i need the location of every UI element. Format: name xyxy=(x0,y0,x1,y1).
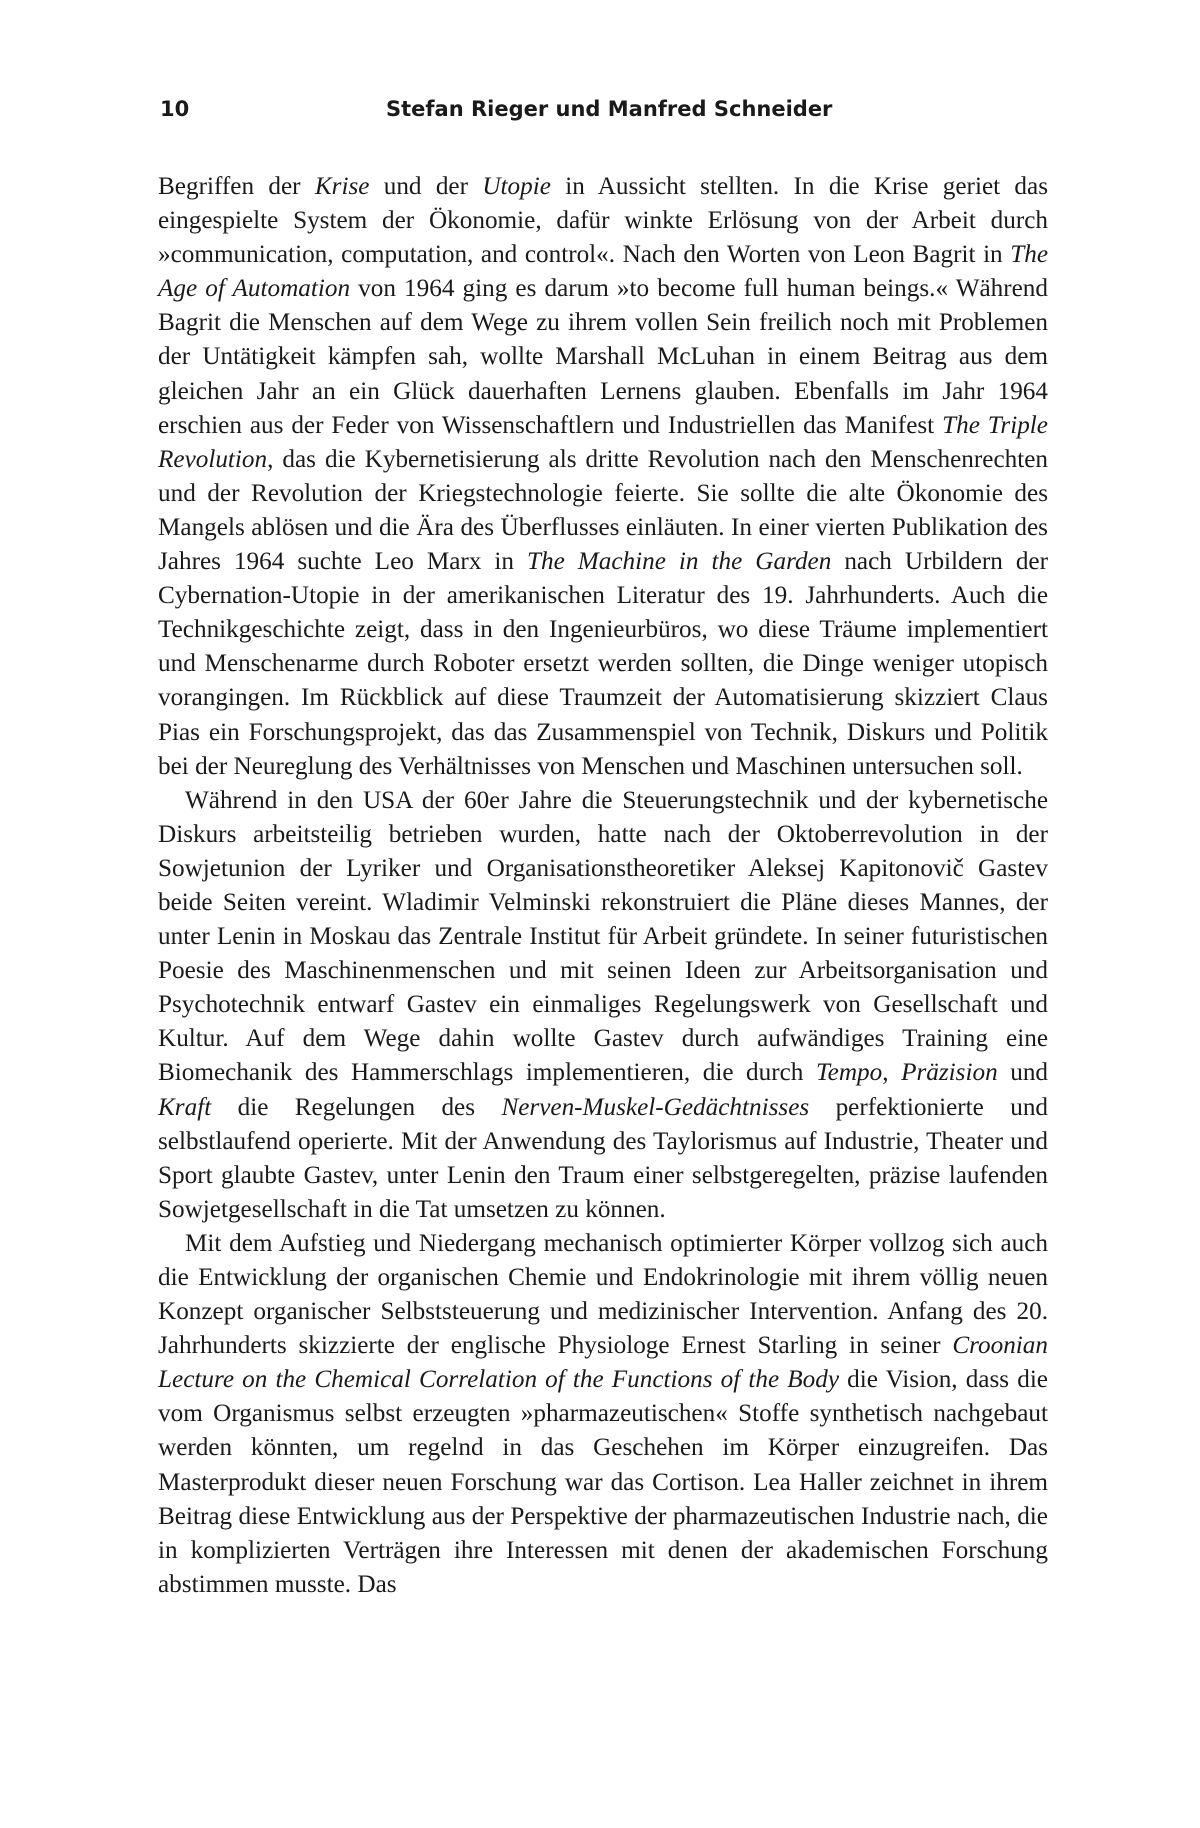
text-span: und xyxy=(997,1059,1049,1087)
italic-title-span: Utopie xyxy=(482,173,551,200)
text-span: Begriffen der xyxy=(158,173,315,200)
page-number: 10 xyxy=(160,97,190,121)
italic-title-span: Nerven-Muskel-Gedächtnisses xyxy=(501,1093,810,1121)
italic-title-span: Kraft xyxy=(158,1093,212,1121)
italic-title-span: The Machine in the Garden xyxy=(527,548,832,576)
text-span: Mit dem Aufstieg und Niedergang mechanisch optimierter Körper vollzog sich auch die Entwicklung der organischen Chemie und Endokrinologie mit ihrem völlig neuen Konzept organischer Selbststeuerung und medizinischer Intervention. Anfang des 20. Jahrhunderts skizzierte der englische Physiologe Ernest Starling in seiner xyxy=(158,1229,1048,1360)
running-head xyxy=(160,92,1040,126)
text-span: die Regelungen des xyxy=(211,1093,502,1121)
italic-title-span: Präzision xyxy=(901,1059,998,1087)
body-text xyxy=(158,170,1048,1602)
paragraph-2 xyxy=(158,784,1048,1227)
text-span: perfektionierte und selbstlaufend operierte. Mit der Anwendung des Taylorismus auf Industrie, Theater und Sport glaubte Gastev, unter Lenin den Traum einer selbstgeregelten, präzise laufenden Sowjetgesellschaft in die Tat umsetzen zu können. xyxy=(158,1093,1049,1223)
italic-title-span: Croonian Lecture on the Chemical Correlation of the Functions of the Body xyxy=(158,1332,1048,1394)
running-title: Stefan Rieger und Manfred Schneider xyxy=(386,97,833,121)
text-span: und der xyxy=(369,173,483,200)
italic-title-span: Tempo xyxy=(815,1059,883,1087)
paragraph-1 xyxy=(158,170,1048,784)
text-span: in Aussicht stellten. In die Krise geriet das eingespielte System der Ökonomie, dafür winkte Erlösung von der Arbeit durch »communication, computation, and control«. Nach den Worten von Leon Bagrit in xyxy=(158,173,1049,269)
paragraph-3 xyxy=(158,1227,1048,1602)
italic-title-span: The Age of Automation xyxy=(158,241,1048,303)
italic-title-span: Krise xyxy=(314,173,370,200)
text-span: nach Urbildern der Cybernation-Utopie in der amerikanischen Literatur des 19. Jahrhunderts. Auch die Technikgeschichte zeigt, dass in den Ingenieurbüros, wo diese Träume implementiert und Menschenarme durch Roboter ersetzt werden sollten, die Dinge weniger utopisch vorangingen. Im Rückblick auf diese Traumzeit der Automatisierung skizziert Claus Pias ein Forschungsprojekt, das das Zusammenspiel von Technik, Diskurs und Politik bei der Neureglung des Verhältnisses von Menschen und Maschinen untersuchen soll. xyxy=(158,548,1048,780)
text-span: , das die Kybernetisierung als dritte Revolution nach den Menschenrechten und der Revolution der Kriegstechnologie feierte. Sie sollte die alte Ökonomie des Mangels ablösen und die Ära des Überflusses einläuten. In einer vierten Publikation des Jahres 1964 suchte Leo Marx in xyxy=(158,445,1048,576)
text-span: die Vision, dass die vom Organismus selbst erzeugten »pharmazeutischen« Stoffe synthetisch nachgebaut werden könnten, um regelnd in das Geschehen im Körper einzugreifen. Das Masterprodukt dieser neuen Forschung war das Cortison. Lea Haller zeichnet in ihrem Beitrag diese Entwicklung aus der Perspektive der pharmazeutischen Industrie nach, die in komplizierten Verträgen ihre Interessen mit denen der akademischen Forschung abstimmen musste. Das xyxy=(158,1366,1048,1598)
text-span: Während in den USA der 60er Jahre die Steuerungstechnik und der kybernetische Diskurs arbeitsteilig betrieben wurden, hatte nach der Oktoberrevolution in der Sowjetunion der Lyriker und Organisationstheoretiker Aleksej Kapitonovič Gastev beide Seiten vereint. Wladimir Velminski rekonstruiert die Pläne dieses Mannes, der unter Lenin in Moskau das Zentrale Institut für Arbeit gründete. In seiner futuristischen Poesie des Maschinenmenschen und mit seinen Ideen zur Arbeitsorganisation und Psychotechnik entwarf Gastev ein einmaliges Regelungswerk von Gesellschaft und Kultur. Auf dem Wege dahin wollte Gastev durch aufwändiges Training eine Biomechanik des Hammerschlags implementieren, die durch xyxy=(158,786,1048,1087)
text-span: , xyxy=(882,1059,902,1087)
text-span: von 1964 ging es darum »to become full human beings.« Während Bagrit die Menschen auf dem Wege zu ihrem vollen Sein freilich noch mit Problemen der Untätigkeit kämpfen sah, wollte Marshall McLuhan in einem Beitrag aus dem gleichen Jahr an ein Glück dauerhaften Lernens glauben. Ebenfalls im Jahr 1964 erschien aus der Feder von Wissenschaftlern und Industriellen das Manifest xyxy=(158,275,1048,439)
italic-title-span: The Triple Revolution xyxy=(158,411,1048,473)
